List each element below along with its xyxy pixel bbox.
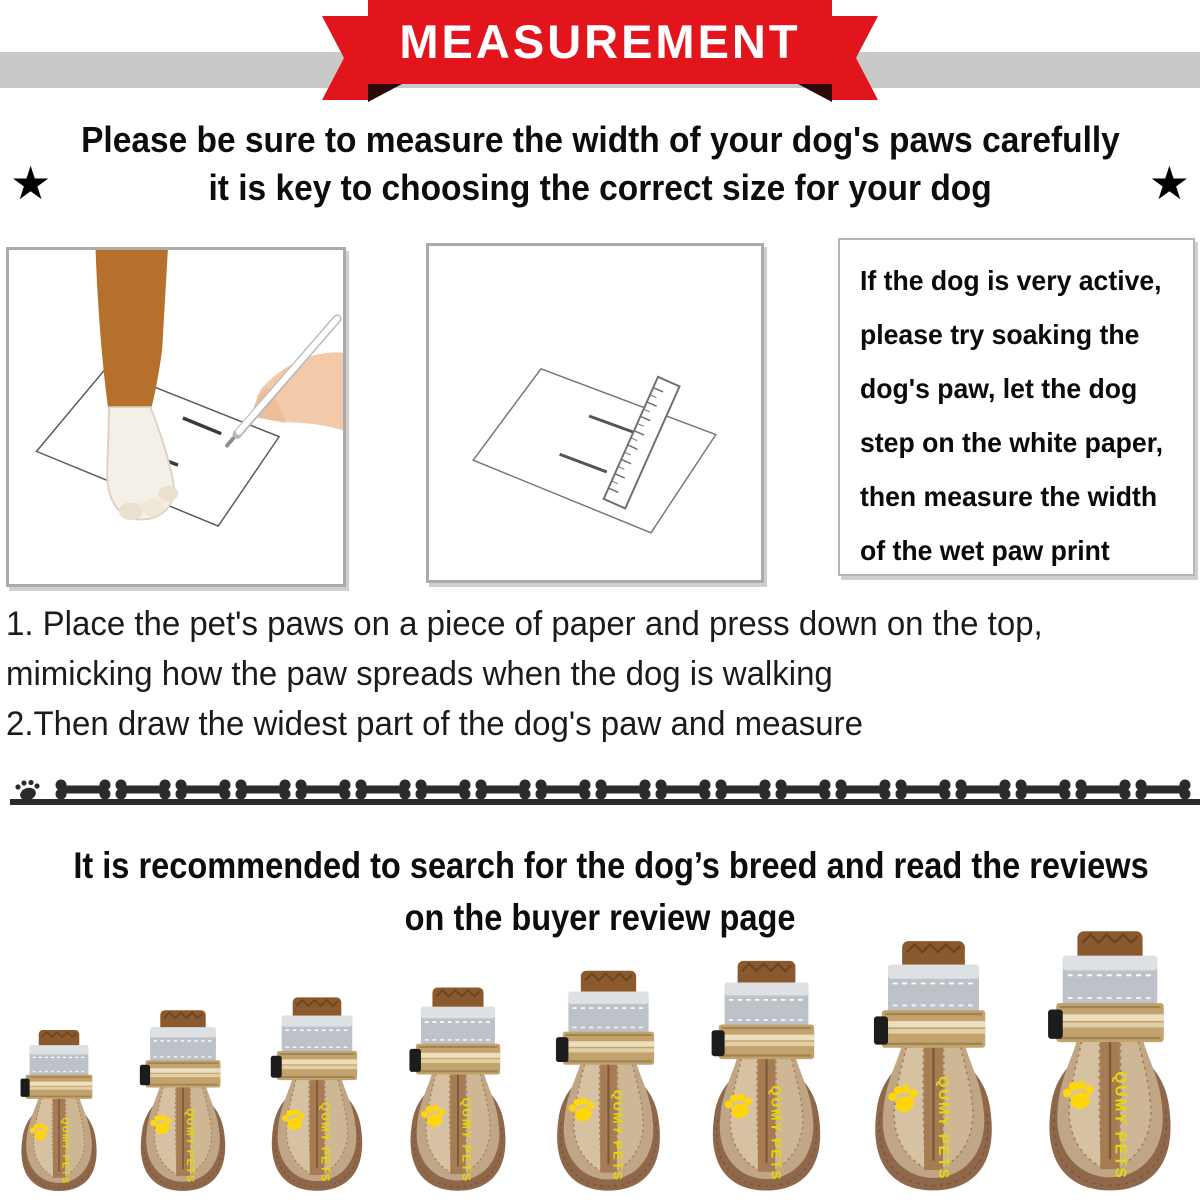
bones bbox=[56, 780, 1191, 800]
recommendation-line2: on the buyer review page bbox=[404, 897, 796, 938]
ribbon-left-fold bbox=[368, 84, 402, 102]
tip-line2: please try soaking the bbox=[860, 319, 1140, 350]
star-icon: ★ bbox=[1148, 157, 1190, 209]
boot-size-lineup bbox=[8, 928, 1192, 1192]
dog-boot bbox=[8, 1028, 110, 1192]
bone-icon bbox=[1136, 780, 1191, 800]
bone-icon bbox=[1016, 780, 1071, 800]
measurement-ribbon bbox=[0, 0, 1200, 110]
step-2: 2.Then draw the widest part of the dog's paw and measure bbox=[6, 705, 863, 743]
paper-outline bbox=[473, 369, 716, 533]
recommendation-line1: It is recommended to search for the dog’s breed and read the reviews bbox=[73, 845, 1149, 886]
paw-toe bbox=[119, 502, 143, 520]
ribbon-right-fold bbox=[798, 84, 832, 102]
bone-icon bbox=[296, 780, 351, 800]
step-1-line1: 1. Place the pet's paws on a piece of paper and press down on the top, bbox=[6, 605, 1043, 643]
ribbon-right-tail bbox=[832, 16, 878, 100]
step-1-line2: mimicking how the paw spreads when the dog is walking bbox=[6, 655, 833, 693]
tip-line5: then measure the width bbox=[860, 481, 1158, 512]
measure-steps bbox=[6, 599, 1200, 749]
bone-icon bbox=[536, 780, 591, 800]
strap-buckle bbox=[874, 1016, 888, 1044]
bone-icon bbox=[836, 780, 891, 800]
dog-boot bbox=[694, 958, 839, 1192]
velcro-strap bbox=[277, 1051, 357, 1080]
bone-icon bbox=[716, 780, 771, 800]
velcro-strap bbox=[562, 1032, 653, 1065]
bone-divider bbox=[0, 779, 1200, 811]
bone-icon bbox=[956, 780, 1011, 800]
dog-boot bbox=[394, 985, 522, 1192]
bone-icon bbox=[1076, 780, 1131, 800]
strap-buckle bbox=[410, 1049, 422, 1072]
boot-brand-text: QUMY PETS bbox=[318, 1102, 331, 1183]
boot-brand-text: QUMY PETS bbox=[768, 1085, 784, 1182]
ribbon-title: MEASUREMENT bbox=[399, 15, 801, 68]
boot-brand-text: QUMY PETS bbox=[59, 1117, 71, 1185]
dog-boot bbox=[1028, 928, 1192, 1192]
tip-line6: of the wet paw print bbox=[860, 535, 1110, 566]
boot-brand-text: QUMY PETS bbox=[184, 1107, 197, 1184]
paw-toe bbox=[141, 499, 165, 517]
ribbon-left-tail bbox=[322, 16, 368, 100]
paw-tracing-illustration bbox=[9, 250, 343, 584]
tip-panel bbox=[838, 238, 1195, 576]
sketch-panel bbox=[426, 243, 764, 583]
tip-line4: step on the white paper, bbox=[860, 427, 1163, 458]
bone-icon bbox=[56, 780, 111, 800]
divider-line bbox=[10, 799, 1200, 805]
bone-icon bbox=[236, 780, 291, 800]
boot-brand-text: QUMY PETS bbox=[459, 1097, 474, 1183]
dog-boot bbox=[256, 995, 378, 1192]
headline-line2: it is key to choosing the correct size for your dog bbox=[208, 167, 992, 208]
strap-buckle bbox=[140, 1065, 150, 1085]
tip-text bbox=[840, 240, 1193, 578]
bone-icon bbox=[116, 780, 171, 800]
ruler-measuring-illustration bbox=[429, 246, 761, 580]
photo-panel bbox=[6, 247, 346, 587]
bone-icon bbox=[176, 780, 231, 800]
strap-buckle bbox=[271, 1056, 282, 1078]
velcro-strap bbox=[882, 1010, 985, 1048]
bone-icon bbox=[416, 780, 471, 800]
headline-line1: Please be sure to measure the width of your dog's paws carefully bbox=[80, 119, 1120, 160]
bone-icon bbox=[356, 780, 411, 800]
strap-buckle bbox=[711, 1030, 724, 1056]
paw-print-icon bbox=[15, 780, 39, 802]
dog-boot bbox=[855, 938, 1012, 1192]
bone-icon bbox=[896, 780, 951, 800]
boot-brand-text: QUMY PETS bbox=[609, 1089, 625, 1182]
dog-boot bbox=[126, 1008, 240, 1192]
boot-brand-text: QUMY PETS bbox=[934, 1075, 951, 1181]
headline bbox=[0, 116, 1200, 212]
bone-icon bbox=[596, 780, 651, 800]
tip-line3: dog's paw, let the dog bbox=[860, 373, 1138, 404]
strap-buckle bbox=[556, 1037, 568, 1062]
bone-icon bbox=[776, 780, 831, 800]
bone-icon bbox=[656, 780, 711, 800]
velcro-strap bbox=[416, 1044, 500, 1075]
tip-line1: If the dog is very active, bbox=[860, 265, 1162, 296]
strap-buckle bbox=[21, 1079, 30, 1097]
strap-buckle bbox=[1048, 1009, 1063, 1038]
dog-boot bbox=[539, 968, 678, 1192]
boot-brand-text: QUMY PETS bbox=[1111, 1071, 1129, 1180]
paw-toe bbox=[158, 486, 178, 502]
bone-icon bbox=[476, 780, 531, 800]
star-icon: ★ bbox=[10, 157, 52, 209]
